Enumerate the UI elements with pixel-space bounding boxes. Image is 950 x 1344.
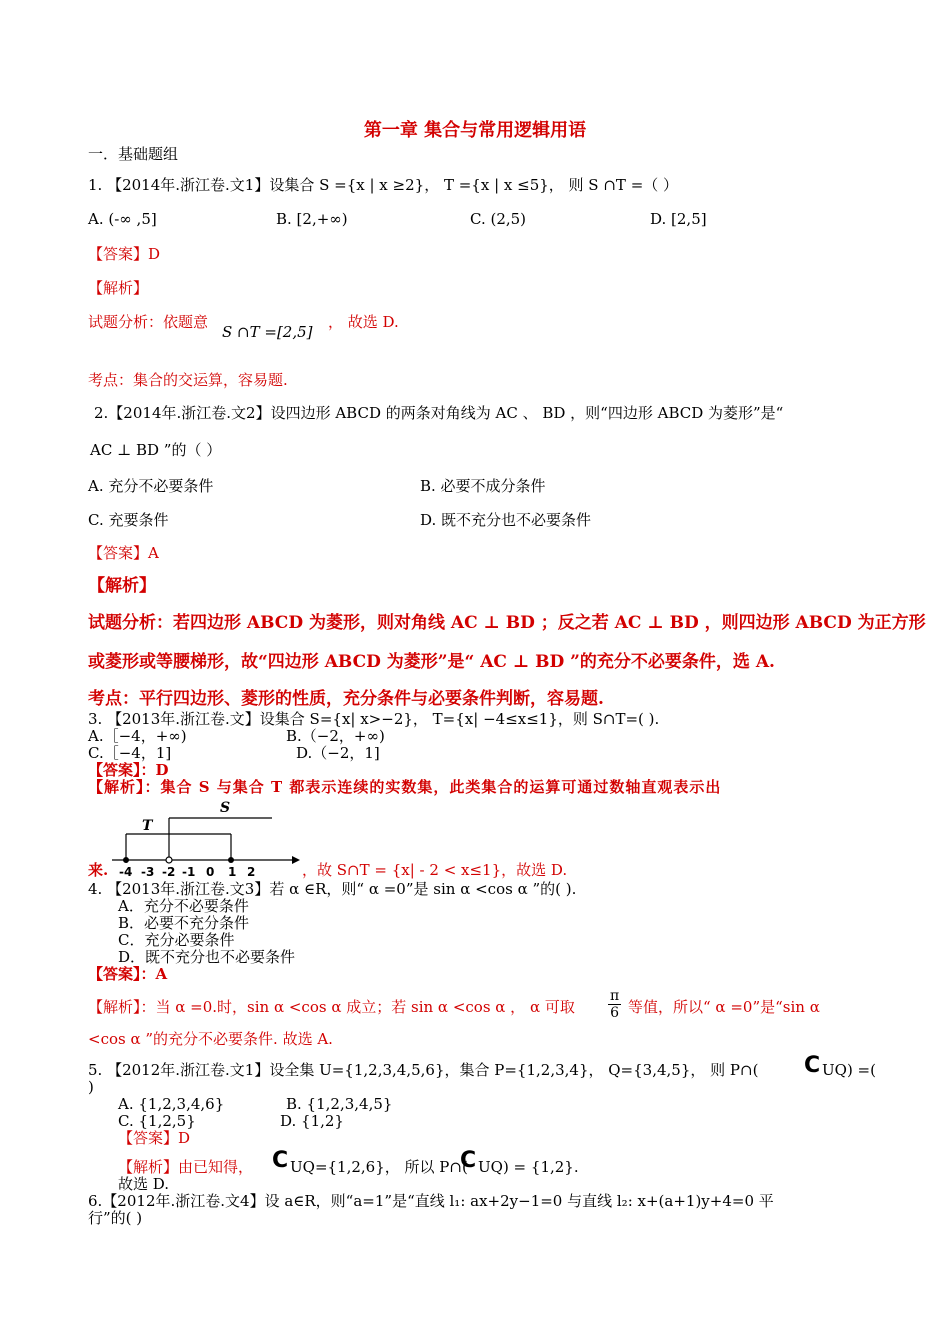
q4-option-b: B．必要不充分条件 xyxy=(118,914,250,932)
q1-analysis-text: 试题分析：依题意 xyxy=(88,313,209,331)
q4-analysis-line1-end: 等值，所以“ α =0”是“sin α xyxy=(628,998,820,1016)
q2-stem: 2.【2014年.浙江卷.文2】设四边形 ABCD 的两条对角线为 AC 、 BD ，则“四边形 ABCD 为菱形”是“ xyxy=(94,404,784,422)
q2-option-d: D. 既不充分也不必要条件 xyxy=(420,511,592,529)
q4-option-a: A．充分不必要条件 xyxy=(118,897,249,915)
q1-analysis-formula: S ∩T =[2,5] xyxy=(222,323,313,341)
q1-stem: 1. 【2014年.浙江卷.文1】设集合 S ={x | x ≥2}， T ={x | x ≤5}， 则 S ∩T =（ ） xyxy=(88,176,679,194)
q3-answer: 【答案】：D xyxy=(88,761,169,779)
q5-stem: 5. 【2012年.浙江卷.文1】设全集 U={1,2,3,4,5,6}，集合 P={1,2,3,4}， Q={3,4,5}， 则 P∩( xyxy=(88,1061,759,1079)
tick-label: -1 xyxy=(182,865,196,879)
q5-analysis-conclusion: 故选 D. xyxy=(118,1175,170,1193)
q2-analysis-line2: 或菱形或等腰梯形，故“四边形 ABCD 为菱形”是“ AC ⊥ BD ”的充分不必要条件，选 A. xyxy=(88,652,775,672)
q3-stem: 3. 【2013年.浙江卷.文】设集合 S={x| x>−2}， T={x| −4≤x≤1}，则 S∩T=( ). xyxy=(88,710,660,728)
tick-label: -4 xyxy=(119,865,133,879)
q5-stem-end: UQ) =( xyxy=(822,1061,876,1079)
tick-label: 2 xyxy=(247,865,256,879)
q5-analysis-mid: UQ={1,2,6}， 所以 P∩( xyxy=(290,1158,468,1176)
q3-option-c: C.［−4，1] xyxy=(88,744,172,762)
q4-option-c: C．充分必要条件 xyxy=(118,931,235,949)
q5-analysis-label: 【解析】由已知得， xyxy=(118,1158,254,1176)
q2-option-c: C. 充要条件 xyxy=(88,511,169,529)
q2-point: 考点：平行四边形、菱形的性质，充分条件与必要条件判断，容易题. xyxy=(88,689,604,709)
q5-stem-cont: ) xyxy=(88,1078,94,1096)
complement-icon: C xyxy=(460,1148,477,1173)
tick-label: 0 xyxy=(206,865,215,879)
q6-stem-cont: 行”的( ) xyxy=(88,1209,143,1227)
q4-analysis-line1: 【解析】：当 α =0.时，sin α <cos α 成立；若 sin α <cos α ， α 可取 xyxy=(88,998,575,1016)
q1-analysis-conclusion: ， 故选 D. xyxy=(328,313,399,331)
q3-analysis-line2-start: 来. xyxy=(88,861,109,879)
fraction-denominator: 6 xyxy=(610,1005,620,1021)
number-line-diagram xyxy=(112,798,302,880)
q4-analysis-line2: <cos α ”的充分不必要条件. 故选 A. xyxy=(88,1030,333,1048)
q3-option-a: A.［−4，+∞) xyxy=(88,727,187,745)
fraction-numerator: π xyxy=(610,988,620,1004)
q5-analysis-end: UQ) = {1,2}. xyxy=(478,1158,579,1176)
tick-label: -3 xyxy=(141,865,155,879)
q1-option-c: C. (2,5) xyxy=(470,210,527,228)
q2-analysis-line1: 试题分析：若四边形 ABCD 为菱形，则对角线 AC ⊥ BD ；反之若 AC ⊥ BD ，则四边形 ABCD 为正方形 xyxy=(88,613,926,633)
q5-answer: 【答案】D xyxy=(118,1129,191,1147)
q5-option-b: B. {1,2,3,4,5} xyxy=(286,1095,393,1113)
tick-label: 1 xyxy=(228,865,237,879)
page-title: 第一章 集合与常用逻辑用语 xyxy=(363,120,587,141)
q1-option-d: D. [2,5] xyxy=(650,210,707,228)
q4-answer: 【答案】：A xyxy=(88,965,168,983)
complement-icon: C xyxy=(272,1148,289,1173)
q5-option-d: D. {1,2} xyxy=(280,1112,344,1130)
q4-stem: 4. 【2013年.浙江卷.文3】若 α ∈R，则“ α =0”是 sin α <cos α ”的( ). xyxy=(88,880,577,898)
tick-label: -2 xyxy=(162,865,176,879)
q2-stem-cont: AC ⊥ BD ”的（ ） xyxy=(90,441,222,459)
q1-jiexi-label: 【解析】 xyxy=(88,279,149,297)
q4-option-d: D．既不充分也不必要条件 xyxy=(118,948,296,966)
axis-label-s: S xyxy=(220,800,231,816)
q6-stem: 6.【2012年.浙江卷.文4】设 a∈R，则“a=1”是“直线 l₁: ax+2y−1=0 与直线 l₂: x+(a+1)y+4=0 平 xyxy=(88,1192,774,1210)
q1-option-a: A. (-∞ ,5] xyxy=(88,210,157,228)
q1-point: 考点：集合的交运算，容易题. xyxy=(88,371,288,389)
complement-icon: C xyxy=(804,1053,821,1078)
section-heading: 一．基础题组 xyxy=(88,145,179,163)
q1-option-b: B. [2,+∞) xyxy=(276,210,348,228)
q2-jiexi-label: 【解析】 xyxy=(88,576,156,596)
q5-option-a: A. {1,2,3,4,6} xyxy=(118,1095,225,1113)
q5-option-c: C. {1,2,5} xyxy=(118,1112,196,1130)
q3-analysis-line1: 【解析】：集合 S 与集合 T 都表示连续的实数集，此类集合的运算可通过数轴直观表示出 xyxy=(88,778,722,796)
q2-answer: 【答案】A xyxy=(88,544,159,562)
q3-option-b: B.（−2，+∞) xyxy=(286,727,385,745)
q2-option-b: B. 必要不成分条件 xyxy=(420,477,546,495)
q3-analysis-line2-end: ，故 S∩T = {x| - 2 < x≤1}，故选 D. xyxy=(302,861,568,879)
axis-label-t: T xyxy=(142,818,153,834)
q3-option-d: D.（−2，1] xyxy=(296,744,380,762)
q1-answer: 【答案】D xyxy=(88,245,161,263)
pi-over-six-fraction xyxy=(608,988,621,1021)
q2-option-a: A. 充分不必要条件 xyxy=(88,477,214,495)
